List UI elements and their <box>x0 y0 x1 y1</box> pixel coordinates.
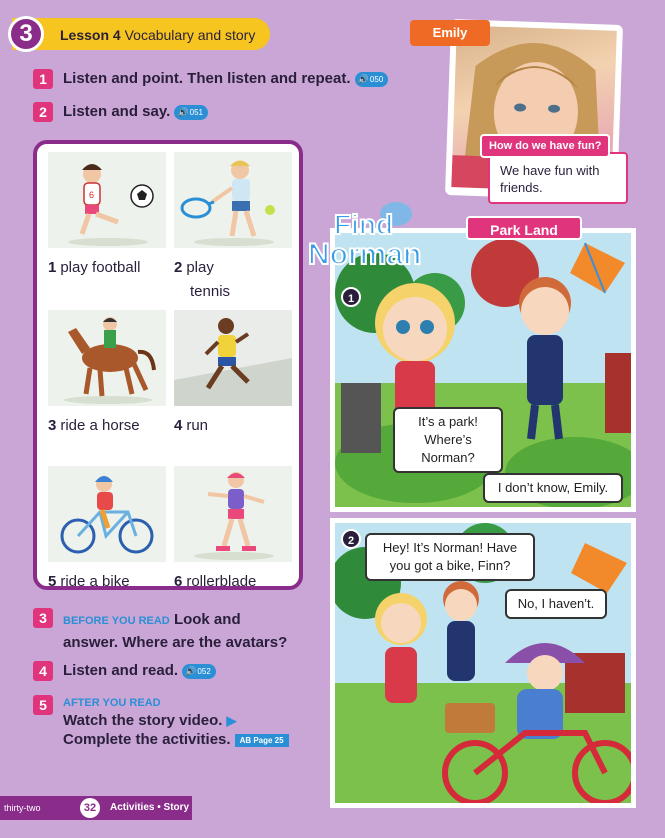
audio-track-button[interactable] <box>182 664 216 679</box>
activity-number-5: 5 <box>33 695 53 715</box>
vocab-item-play-football[interactable] <box>48 152 166 280</box>
audio-track-number: 051 <box>189 107 204 117</box>
after-you-read-label: AFTER YOU READ <box>63 697 161 709</box>
speech-bubble-emily: Hey! It’s Norman! Have you got a bike, Finn? <box>365 533 535 581</box>
character-question-label: How do we have fun? <box>480 134 610 158</box>
vocab-item-ride-a-bike[interactable] <box>48 466 166 594</box>
vocab-item-play-tennis[interactable] <box>174 152 292 304</box>
vocab-label: 2 play tennis <box>174 259 231 300</box>
rollerblade-illustration <box>174 466 292 562</box>
vocab-label: 3 ride a horse <box>48 417 140 434</box>
activity-5-text-line1: Watch the story video. <box>63 712 223 729</box>
audio-track-button[interactable] <box>355 72 389 87</box>
play-video-icon[interactable]: ▶ <box>226 713 237 728</box>
audio-track-number: 052 <box>197 666 211 676</box>
audio-track-button[interactable] <box>174 105 208 120</box>
activity-2-text: Listen and say. <box>63 103 171 120</box>
activity-3-text-line1: Look and <box>173 611 241 628</box>
audio-track-number: 050 <box>369 74 384 84</box>
logo-text-find: Find <box>334 209 394 240</box>
play-football-illustration <box>48 152 166 248</box>
vocab-item-rollerblade[interactable] <box>174 466 292 594</box>
vocab-label: 5 ride a bike <box>48 573 130 590</box>
activity-book-page-badge[interactable]: AB Page 25 <box>235 734 289 747</box>
activity-3-instruction <box>63 609 287 654</box>
lesson-title <box>60 27 255 43</box>
vocab-item-ride-a-horse[interactable] <box>48 310 166 438</box>
vocabulary-panel <box>33 140 303 590</box>
footer-section-label: Activities • Story <box>110 802 190 813</box>
lesson-topic: Vocabulary and story <box>124 27 256 43</box>
character-name-tag: Emily <box>410 20 490 46</box>
ride-a-horse-illustration <box>48 310 166 406</box>
story-panel-1 <box>330 228 636 512</box>
logo-text-norman: Norman <box>308 238 422 270</box>
page-number: 32 <box>80 798 100 818</box>
story-panel-2-scene <box>335 523 631 803</box>
run-illustration <box>174 310 292 406</box>
speech-bubble-emily: It’s a park! Where’s Norman? <box>393 407 503 473</box>
lesson-number: Lesson 4 <box>60 27 121 43</box>
activity-number-4: 4 <box>33 661 53 681</box>
activity-3-text-line2: answer. Where are the avatars? <box>63 634 288 651</box>
activity-number-2: 2 <box>33 102 53 122</box>
play-tennis-illustration <box>174 152 292 248</box>
story-panel-2 <box>330 518 636 808</box>
speaker-icon: 🔊 <box>185 665 197 676</box>
activity-1-instruction <box>63 70 388 87</box>
vocab-label: 6 rollerblade <box>174 573 257 590</box>
speech-bubble-finn: No, I haven’t. <box>505 589 607 619</box>
activity-4-instruction <box>63 662 216 679</box>
before-you-read-label: BEFORE YOU READ <box>63 615 170 627</box>
speaker-icon: 🔊 <box>357 73 369 84</box>
footer-page-word: thirty-two <box>4 803 41 813</box>
activity-5-text-line2: Complete the activities. <box>63 731 231 748</box>
character-answer-box: We have fun with friends. <box>488 152 628 204</box>
activity-number-3: 3 <box>33 608 53 628</box>
activity-2-instruction <box>63 103 208 120</box>
story-location-tag: Park Land <box>466 216 582 240</box>
vocab-label: 1 play football <box>48 259 141 276</box>
panel-number: 1 <box>341 287 361 307</box>
activity-5-instruction <box>63 697 289 748</box>
activity-number-1: 1 <box>33 69 53 89</box>
ride-a-bike-illustration <box>48 466 166 562</box>
activity-1-text: Listen and point. Then listen and repeat. <box>63 70 351 87</box>
find-norman-logo <box>300 200 480 270</box>
activity-4-text: Listen and read. <box>63 662 179 679</box>
speaker-icon: 🔊 <box>177 106 189 117</box>
svg-text:6: 6 <box>89 190 95 200</box>
vocab-label: 4 run <box>174 417 209 434</box>
unit-number-badge: 3 <box>8 16 44 52</box>
vocab-item-run[interactable] <box>174 310 292 438</box>
speech-bubble-finn: I don’t know, Emily. <box>483 473 623 503</box>
panel-number: 2 <box>341 529 361 549</box>
story-panel-1-scene <box>335 233 631 507</box>
